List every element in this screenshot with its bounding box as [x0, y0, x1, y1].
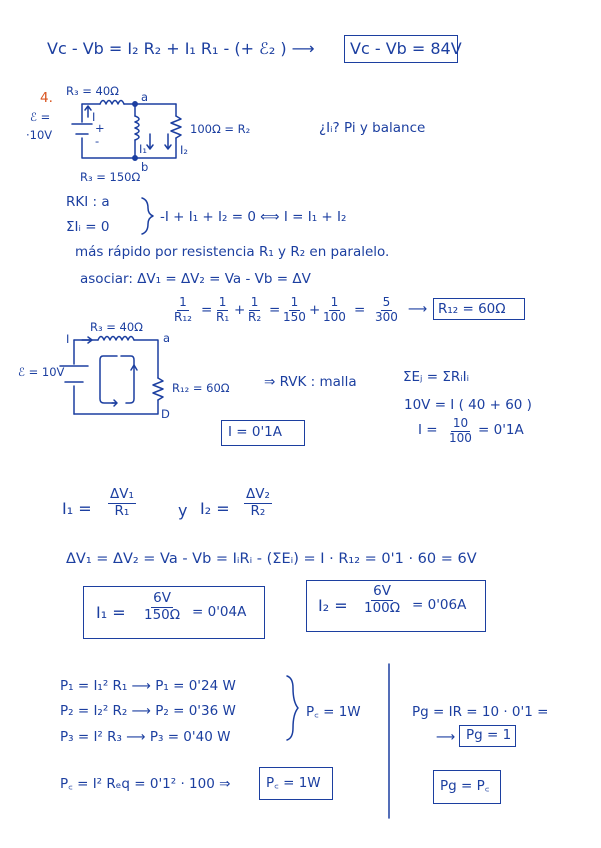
- i2-def-fraction: $\frac{\text{ΔV₂}}{\text{R₂}}$: [246, 486, 270, 519]
- circuit1-emf-value: ·10V: [26, 128, 53, 142]
- power-generated-equation: Pg = IR = 10 · 0'1 =: [412, 704, 549, 720]
- i2-def-lhs: I₂ =: [200, 499, 230, 518]
- i1-result-lhs: I₁ =: [96, 603, 126, 622]
- circuit1-r3-resistor: [100, 101, 124, 105]
- circuit1-r2-label: 100Ω = R₂: [190, 122, 251, 136]
- current-eq-lhs: I =: [418, 422, 438, 438]
- voltage-result-text: Vc - Vb = 84V: [350, 39, 462, 58]
- circuit-1-diagram: [72, 101, 181, 159]
- power-consumed-equation: P꜀ = I² Rₑq = 0'1² · 100 ⇒: [60, 776, 231, 792]
- circuit1-node-a: a: [141, 90, 149, 104]
- frac-1-r12: $\frac{1}{\text{R₁₂}}$: [174, 295, 192, 324]
- circuit2-current-i: I: [66, 332, 70, 346]
- circuit-2-diagram: [60, 337, 163, 415]
- i2-result-fraction: $\frac{6V}{100\Omega}$: [364, 583, 401, 616]
- question-text: ¿Iᵢ? Pi y balance: [319, 120, 426, 136]
- voltage-equation: Vc - Vb = I₂ R₂ + I₁ R₁ - (+ ℰ₂ ) ⟶: [47, 39, 315, 58]
- power-consumed-sum: P꜀ = 1W: [306, 704, 361, 720]
- kirchhoff-equation: -I + I₁ + I₂ = 0 ⟺ I = I₁ + I₂: [160, 209, 347, 225]
- y-connector: y: [178, 501, 188, 520]
- i1-def-fraction: $\frac{\text{ΔV₁}}{\text{R₁}}$: [110, 486, 134, 519]
- ten-volt-equation: 10V = I ( 40 + 60 ): [404, 397, 532, 413]
- power-balance-text: Pg = P꜀: [440, 778, 490, 794]
- eq-sign-2: =: [269, 302, 281, 318]
- i2-result-lhs: I₂ =: [318, 596, 348, 615]
- circuit2-r3-resistor: [98, 337, 134, 341]
- circuit1-current-i1: I₁: [139, 142, 148, 156]
- circuit1-current-arrow: [85, 106, 91, 117]
- power-generated-arrow: ⟶: [436, 729, 456, 745]
- power-p1: P₁ = I₁² R₁ ⟶ P₁ = 0'24 W: [60, 678, 236, 694]
- circuit2-node-a: a: [163, 331, 171, 345]
- circuit1-r3-label: R₃ = 40Ω: [66, 84, 119, 98]
- voltage-drop-line: ΔV₁ = ΔV₂ = Va - Vb = IᵢRᵢ - (ΣEᵢ) = I · R₁₂ = 0'1 · 60 = 6V: [66, 551, 477, 567]
- i1-def-lhs: I₁ =: [62, 499, 92, 518]
- i2-result-value: = 0'06A: [412, 597, 467, 613]
- power-p2: P₂ = I₂² R₂ ⟶ P₂ = 0'36 W: [60, 703, 236, 719]
- current-result-box-text: I = 0'1A: [228, 424, 282, 440]
- current-fraction: $\frac{10}{100}$: [449, 416, 472, 445]
- circuit2-node-d: D: [161, 407, 170, 421]
- circuit1-r2-resistor: [171, 116, 181, 138]
- arrow-1: ⟶: [408, 301, 428, 317]
- eq-sign-3: =: [354, 302, 366, 318]
- circuit1-plus: +: [95, 121, 105, 135]
- power-consumed-box-text: P꜀ = 1W: [266, 775, 321, 791]
- sum-emf-equation: ΣEⱼ = ΣRᵢIᵢ: [403, 369, 470, 385]
- plus-sign-2: +: [309, 302, 321, 318]
- power-p3: P₃ = I² R₃ ⟶ P₃ = 0'40 W: [60, 729, 231, 745]
- associate-line: asociar: ΔV₁ = ΔV₂ = Va - Vb = ΔV: [80, 271, 311, 287]
- circuit2-r3-label: R₃ = 40Ω: [90, 320, 143, 334]
- circuit2-mesh-loop: [100, 356, 117, 403]
- circuit2-emf-label: ℰ = 10V: [18, 365, 65, 379]
- frac-3-r2: $\frac{1}{\text{R₂}}$: [248, 295, 262, 324]
- i1-result-value: = 0'04A: [192, 604, 247, 620]
- frac-5-100: $\frac{1}{100}$: [323, 295, 346, 324]
- rvk-mesh-text: ⇒ RVK : malla: [264, 374, 357, 390]
- circuit1-emf-label: ℰ =: [30, 110, 51, 124]
- kirchhoff-brace: [142, 198, 153, 234]
- eq-sign-1: =: [201, 302, 213, 318]
- circuit1-left-wire: [82, 104, 135, 158]
- circuit1-current-i: I: [92, 110, 96, 124]
- circuit1-minus: -: [95, 134, 100, 148]
- current-result: = 0'1A: [478, 422, 524, 438]
- frac-4-150: $\frac{1}{150}$: [283, 295, 306, 324]
- sum-currents: ΣIᵢ = 0: [66, 219, 110, 235]
- circuit1-r1-resistor: [135, 116, 139, 140]
- problem-number: 4.: [40, 90, 53, 106]
- powers-brace: [287, 676, 298, 740]
- circuit2-r12-resistor: [153, 378, 163, 400]
- circuit2-r12-label: R₁₂ = 60Ω: [172, 381, 230, 395]
- parallel-note: más rápido por resistencia R₁ y R₂ en paralelo.: [75, 244, 390, 260]
- circuit1-current-i2: I₂: [180, 143, 189, 157]
- power-generated-box-text: Pg = 1: [466, 727, 512, 743]
- plus-sign-1: +: [234, 302, 246, 318]
- circuit1-r3-bottom-label: R₃ = 150Ω: [80, 170, 141, 184]
- frac-6-300: $\frac{5}{300}$: [375, 295, 398, 324]
- r12-result-text: R₁₂ = 60Ω: [438, 301, 506, 317]
- circuit1-node-b: b: [141, 160, 149, 174]
- rki-label: RKI : a: [66, 194, 110, 210]
- frac-2-r1: $\frac{1}{\text{R₁}}$: [216, 295, 230, 324]
- i1-result-fraction: $\frac{6V}{150\Omega}$: [144, 590, 181, 623]
